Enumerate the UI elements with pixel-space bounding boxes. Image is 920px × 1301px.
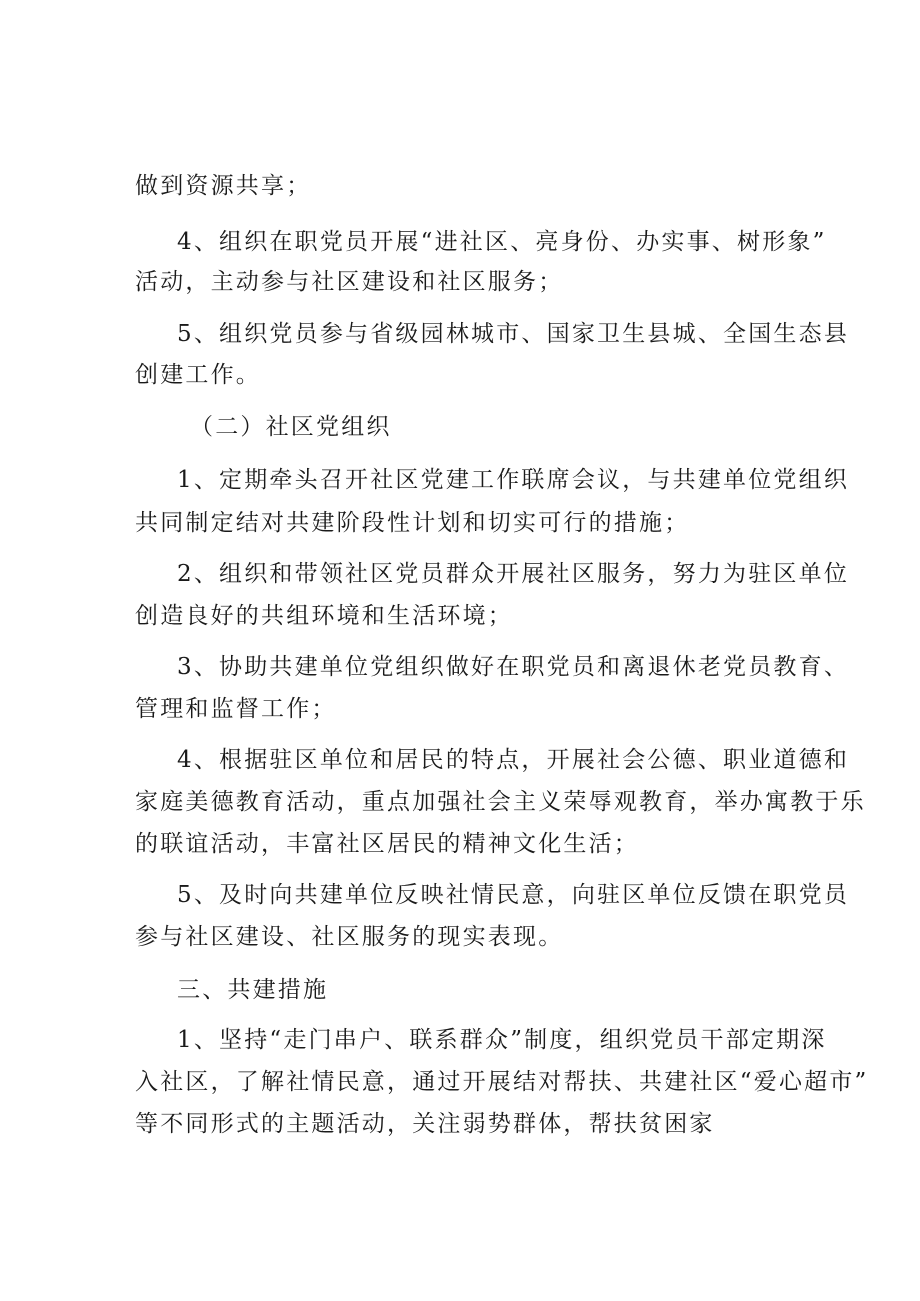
text-line: 创建工作。 — [135, 362, 261, 388]
text-line: 管理和监督工作； — [135, 696, 337, 722]
text-line: 入社区，了解社情民意，通过开展结对帮扶、共建社区“爱心超市” — [135, 1069, 869, 1095]
text-line: 5、组织党员参与省级园林城市、国家卫生县城、全国生态县 — [177, 321, 850, 347]
text-line: 共同制定结对共建阶段性计划和切实可行的措施； — [135, 510, 690, 536]
text-line: 5、及时向共建单位反映社情民意，向驻区单位反馈在职党员 — [177, 882, 850, 908]
section-heading: 三、共建措施 — [177, 977, 329, 1003]
text-line: 创造良好的共组环境和生活环境； — [135, 603, 513, 629]
text-line: 等不同形式的主题活动，关注弱势群体，帮扶贫困家 — [135, 1111, 715, 1137]
text-line: 做到资源共享； — [135, 173, 312, 199]
text-line: 4、组织在职党员开展“进社区、亮身份、办实事、树形象” — [177, 229, 827, 255]
text-line: 2、组织和带领社区党员群众开展社区服务，努力为驻区单位 — [177, 561, 850, 587]
text-line: 3、协助共建单位党组织做好在职党员和离退休老党员教育、 — [177, 654, 850, 680]
text-line: 1、定期牵头召开社区党建工作联席会议，与共建单位党组织 — [177, 467, 850, 493]
text-line: 的联谊活动，丰富社区居民的精神文化生活； — [135, 831, 639, 857]
text-line: 家庭美德教育活动，重点加强社会主义荣辱观教育，举办寓教于乐 — [135, 789, 866, 815]
section-heading: （二）社区党组织 — [190, 414, 392, 440]
text-line: 4、根据驻区单位和居民的特点，开展社会公德、职业道德和 — [177, 747, 850, 773]
text-line: 活动，主动参与社区建设和社区服务； — [135, 269, 564, 295]
text-line: 参与社区建设、社区服务的现实表现。 — [135, 924, 564, 950]
text-line: 1、坚持“走门串户、联系群众”制度，组织党员干部定期深 — [177, 1027, 827, 1053]
